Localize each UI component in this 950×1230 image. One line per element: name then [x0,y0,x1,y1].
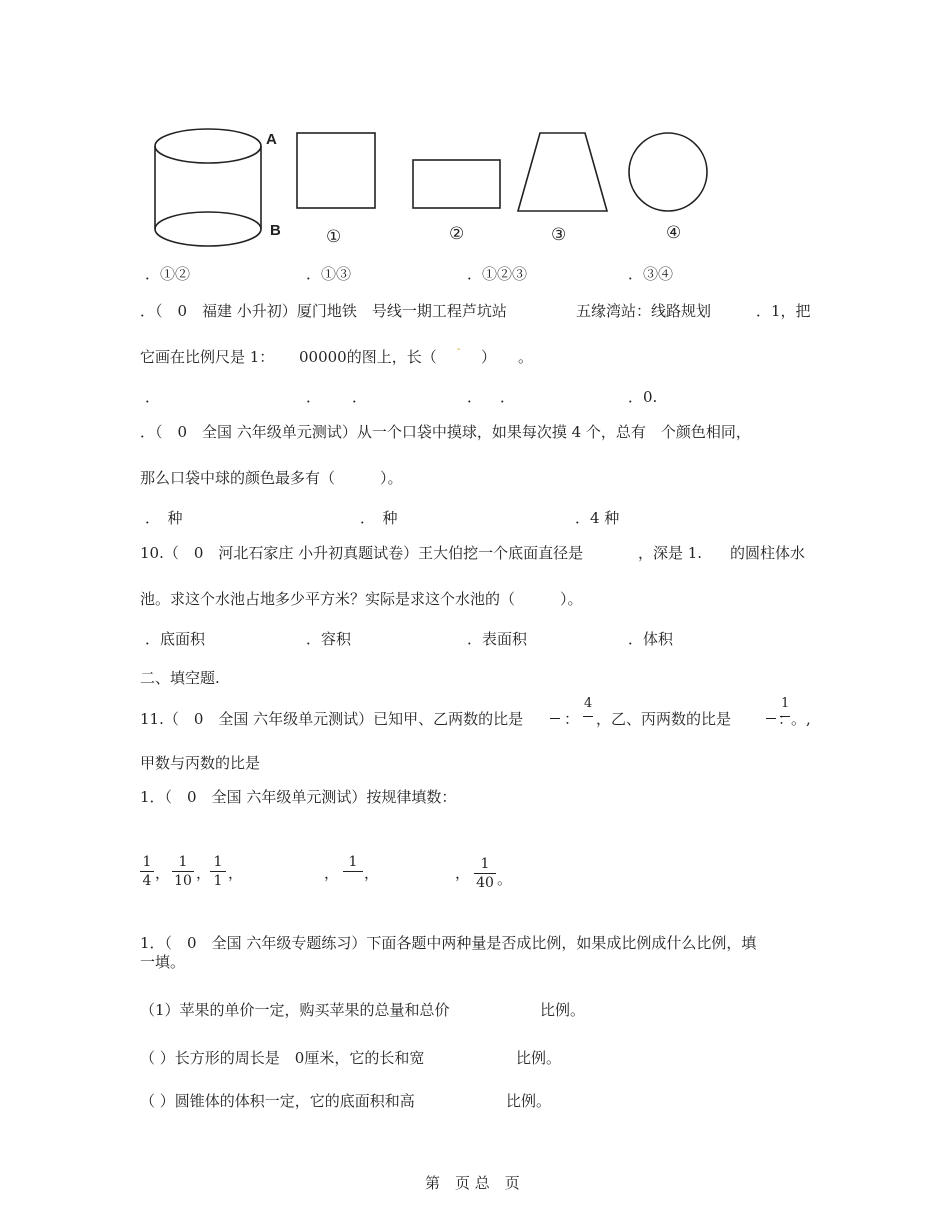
q9-option-c: ．4 种 [575,509,620,527]
circle-shape [629,133,707,211]
rectangle-shape [413,160,500,208]
cylinder-shape [155,129,261,246]
page-footer: 第 页 总 页 [425,1174,520,1192]
q11-line1: 11.（ 0 全国 六年级单元测试）已知甲、乙两数的比是 [140,710,524,728]
shape-label-3: ③ [551,225,567,245]
q11-colon1: ： [564,710,580,728]
q11-frac1-num: 4 [584,696,593,711]
q8-line2: 它画在比例尺是 1： [140,348,275,366]
q11-line1-b: ，乙、丙两数的比是 [596,710,732,728]
q8-line1-c: ．1，把 [756,302,811,320]
option-c: ．①②③ [467,265,528,283]
q9-option-a: ． 种 [145,509,183,527]
q11-frac2-bar [780,716,790,717]
q11-line1-c: 。, [791,710,811,728]
label-a: A [266,131,277,148]
q10-option-b: ．容积 [306,630,352,648]
option-b: ．①③ [306,265,352,283]
q12-fraction-3: 1 1 [210,854,226,889]
shape-label-1: ① [326,227,342,247]
q13-sub1: （1）苹果的单价一定，购买苹果的总量和总价 [140,1001,450,1019]
q13-sub3: （ ）圆锥体的体积一定，它的底面积和高 [140,1092,415,1110]
q8-option-c: ． [467,388,483,406]
q13-sub1-b: 比例。 [540,1001,586,1019]
q12-sep-6: ， [455,864,471,882]
q11-frac1-bar [583,716,593,717]
q13-sub2-b: 比例。 [516,1049,562,1067]
q8-option-a: ． [145,388,161,406]
q12-sep-1: ， [155,864,171,882]
q12-sep-5: ， [364,864,380,882]
q8-line1-b: 五缘湾站：线路规划 [576,302,712,320]
option-d: ．③④ [628,265,674,283]
q12-sep-3: ， [228,864,244,882]
q12-fraction-1: 1 4 [140,854,154,889]
option-a: ．①② [145,265,191,283]
q12-sep-4: ， [324,864,340,882]
q8-line2-d: 。 [518,348,534,366]
shape-label-2: ② [449,224,465,244]
shape-label-4: ④ [666,223,682,243]
q10-line2: 池。求这个水池占地多少平方米？实际是求这个水池的（ ）。 [140,590,583,608]
q8-mark: - [457,344,461,355]
q8-option-b: ． [306,388,322,406]
q10-line1-c: 的圆柱体水 [730,544,806,562]
q11-dash1 [550,708,560,726]
label-b: B [270,222,281,239]
q11-dash2 [766,708,776,726]
q9-line2: 那么口袋中球的颜色最多有（ ）。 [140,469,403,487]
q8-line2-b: 00000的图上，长（ [299,348,437,366]
shapes-figure [0,0,950,260]
q12-line1: 1．（ 0 全国 六年级单元测试）按规律填数： [140,788,457,806]
q10-option-a: ．底面积 [145,630,206,648]
q9-line1: ．（ 0 全国 六年级单元测试）从一个口袋中摸球，如果每次摸 4 个，总有 个颜色相同， [140,423,751,441]
q8-option-b2: ． [352,388,368,406]
q12-fraction-5: 1 40 [474,856,496,891]
q11-colon2: ： [778,710,794,728]
q10-line1-b: ，深是 1. [638,544,703,562]
q13-sub2: （ ）长方形的周长是 0厘米，它的长和宽 [140,1049,425,1067]
q9-option-b: ． 种 [360,509,398,527]
q10-line1: 10.（ 0 河北石家庄 小升初真题试卷）王大伯挖一个底面直径是 [140,544,584,562]
q10-option-d: ．体积 [628,630,674,648]
q12-sep-2: ， [196,864,212,882]
section-heading: 二、填空题. [140,669,220,687]
q13-line2-visible: 一填。 [140,953,186,971]
q12-fraction-2: 1 10 [172,854,194,889]
q11-line2: 甲数与丙数的比是 [140,754,261,772]
q8-line2-c: ） [481,348,497,366]
trapezoid-shape [518,133,607,211]
q13-sub3-b: 比例。 [506,1092,552,1110]
q12-fraction-4: 1 [343,854,363,873]
q8-line1: ．（ 0 福建 小升初）厦门地铁 号线一期工程芦坑站 [140,302,507,320]
square-shape [297,133,375,208]
q13-line1: 1．（ 0 全国 六年级专题练习）下面各题中两种量是否成比例，如果成比例成什么比例，填 [140,934,757,952]
q8-option-c2: ． [500,388,516,406]
q11-frac2-num: 1 [781,696,790,711]
q10-option-c: ．表面积 [467,630,528,648]
q8-option-d: ．0. [628,388,658,406]
q12-sep-7: 。 [497,870,513,888]
